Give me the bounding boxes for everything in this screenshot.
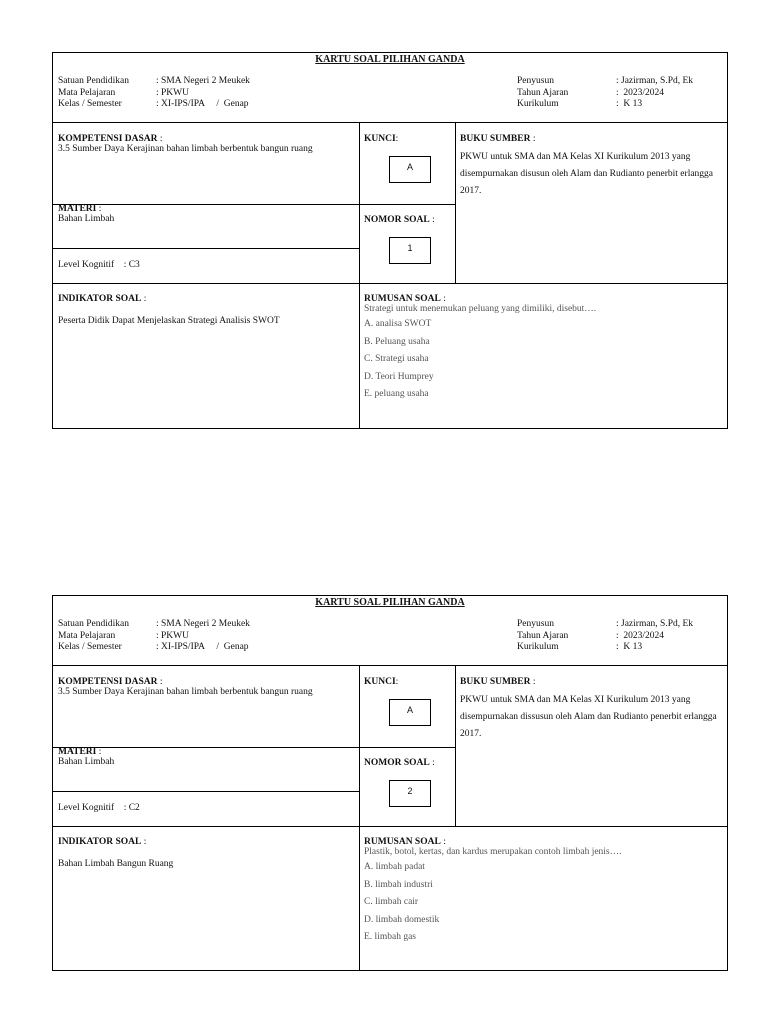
meta-label: Mata Pelajaran [58,87,116,98]
meta-value: : K 13 [616,99,643,109]
meta-label: Kelas / Semester [58,642,122,652]
nomor-label: NOMOR SOAL [364,215,430,225]
option-b: B. limbah industri [364,879,433,890]
materi-label: MATERI [58,204,97,214]
meta-value: : SMA Negeri 2 Meukek [156,619,250,629]
rumusan-label: RUMUSAN SOAL [364,294,441,304]
meta-label: Penyusun [517,619,554,629]
divider [53,791,359,792]
option-c: C. limbah cair [364,897,419,907]
school-info [58,76,250,111]
kompetensi-dasar: KOMPETENSI DASAR : 3.5 Sumber Daya Kerajinan bahan limbah berbentuk bangun ruang [58,677,354,697]
option-e: E. peluang usaha [364,389,429,399]
author-info [517,76,693,111]
question-card-1 [52,52,728,429]
kunci-label: KUNCI [364,134,396,144]
materi: MATERI : Bahan Limbah [58,204,354,224]
indikator-label: INDIKATOR SOAL [58,294,142,304]
nomor-soal: NOMOR SOAL : [364,215,435,225]
nomor-box: 1 [389,237,431,264]
kunci: KUNCI: [364,677,399,687]
buku-sumber: BUKU SUMBER : PKWU untuk SMA dan MA Kelas XI Kurikulum 2013 yang disempurnakan disusun oleh Alam dan Rudianto penerbit erlangga 2017. [460,134,722,200]
indikator-value: Peserta Didik Dapat Menjelaskan Strategi Analisis SWOT [58,316,280,326]
meta-label: Tahun Ajaran [517,87,569,98]
kompetensi-label: KOMPETENSI DASAR [58,134,158,144]
divider [455,666,456,826]
option-e: E. limbah gas [364,932,416,942]
card-title: KARTU SOAL PILIHAN GANDA [315,54,465,65]
indikator-soal: INDIKATOR SOAL : Bahan Limbah Bangun Ruang [58,837,354,869]
meta-value: : XI-IPS/IPA / Genap [156,99,249,109]
option-d: D. Teori Humprey [364,371,434,382]
card-header [53,53,727,123]
meta-value: : SMA Negeri 2 Meukek [156,76,250,86]
indikator-value: Bahan Limbah Bangun Ruang [58,859,174,869]
kunci-box: A [389,699,431,726]
indikator-soal: INDIKATOR SOAL : Peserta Didik Dapat Menjelaskan Strategi Analisis SWOT [58,294,354,326]
rumusan-label: RUMUSAN SOAL [364,837,441,847]
level-kognitif: Level Kognitif : C3 [58,260,140,270]
kunci-box: A [389,156,431,183]
level-kognitif: Level Kognitif : C2 [58,803,140,813]
question-text: Plastik, botol, kertas, dan kardus merupakan contoh limbah jenis…. [364,847,622,857]
meta-value: : XI-IPS/IPA / Genap [156,642,249,652]
meta-label: Kelas / Semester [58,99,122,109]
rumusan-soal: RUMUSAN SOAL : Strategi untuk menemukan peluang yang dimiliki, disebut…. A. analisa SWOT B. Peluang usaha C. Strategi usaha D. Teori Humprey E. peluang usaha [364,294,724,404]
divider [359,123,360,428]
meta-value: : PKWU [156,87,189,98]
kunci: KUNCI: [364,134,399,144]
option-d: D. limbah domestik [364,914,440,925]
meta-label: Penyusun [517,76,554,86]
materi-value: Bahan Limbah [58,757,115,767]
kompetensi-label: KOMPETENSI DASAR [58,677,158,687]
meta-label: Satuan Pendidikan [58,619,129,629]
kompetensi-value: 3.5 Sumber Daya Kerajinan bahan limbah berbentuk bangun ruang [58,144,313,154]
nomor-label: NOMOR SOAL [364,758,430,768]
divider [53,283,727,284]
divider [455,123,456,283]
question-card-2 [52,595,728,971]
rumusan-soal: RUMUSAN SOAL : Plastik, botol, kertas, dan kardus merupakan contoh limbah jenis…. A. limbah padat B. limbah industri C. limbah cair D. limbah domestik E. limbah gas [364,837,724,947]
materi-label: MATERI [58,747,97,757]
meta-value: : Jazirman, S.Pd, Ek [616,619,694,629]
buku-value: PKWU untuk SMA dan MA Kelas XI Kurikulum 2013 yang disempurnakan disusun oleh Alam dan Rudianto penerbit erlangga 2017. [460,152,714,196]
school-info [58,619,250,654]
materi-value: Bahan Limbah [58,214,115,224]
buku-label: BUKU SUMBER [460,677,531,687]
meta-label: Satuan Pendidikan [58,76,129,86]
author-info [517,619,693,654]
meta-label: Tahun Ajaran [517,630,569,641]
kunci-label: KUNCI [364,677,396,687]
meta-label: Kurikulum [517,642,559,652]
divider [359,666,360,970]
nomor-soal: NOMOR SOAL : [364,758,435,768]
buku-value: PKWU untuk SMA dan MA Kelas XI Kurikulum 2013 yang disempurnakan dissusun oleh Alam dan Rudianto penerbit erlangga 2017. [460,695,717,739]
option-c: C. Strategi usaha [364,354,429,364]
divider [53,826,727,827]
option-a: A. analisa SWOT [364,319,432,329]
meta-value: : PKWU [156,630,189,641]
materi: MATERI : Bahan Limbah [58,747,354,767]
card-header [53,596,727,666]
kompetensi-dasar: KOMPETENSI DASAR : 3.5 Sumber Daya Kerajinan bahan limbah berbentuk bangun ruang [58,134,354,154]
option-b: B. Peluang usaha [364,336,430,347]
buku-label: BUKU SUMBER [460,134,531,144]
kompetensi-value: 3.5 Sumber Daya Kerajinan bahan limbah berbentuk bangun ruang [58,687,313,697]
meta-label: Mata Pelajaran [58,630,116,641]
question-text: Strategi untuk menemukan peluang yang dimiliki, disebut…. [364,304,597,314]
meta-label: Kurikulum [517,99,559,109]
nomor-box: 2 [389,780,431,807]
buku-sumber: BUKU SUMBER : PKWU untuk SMA dan MA Kelas XI Kurikulum 2013 yang disempurnakan dissusun oleh Alam dan Rudianto penerbit erlangga 2017. [460,677,722,743]
indikator-label: INDIKATOR SOAL [58,837,142,847]
meta-value: : Jazirman, S.Pd, Ek [616,76,694,86]
meta-value: : 2023/2024 [616,87,665,98]
divider [53,248,359,249]
meta-value: : 2023/2024 [616,630,665,641]
card-title: KARTU SOAL PILIHAN GANDA [315,597,465,608]
option-a: A. limbah padat [364,862,425,872]
meta-value: : K 13 [616,642,643,652]
